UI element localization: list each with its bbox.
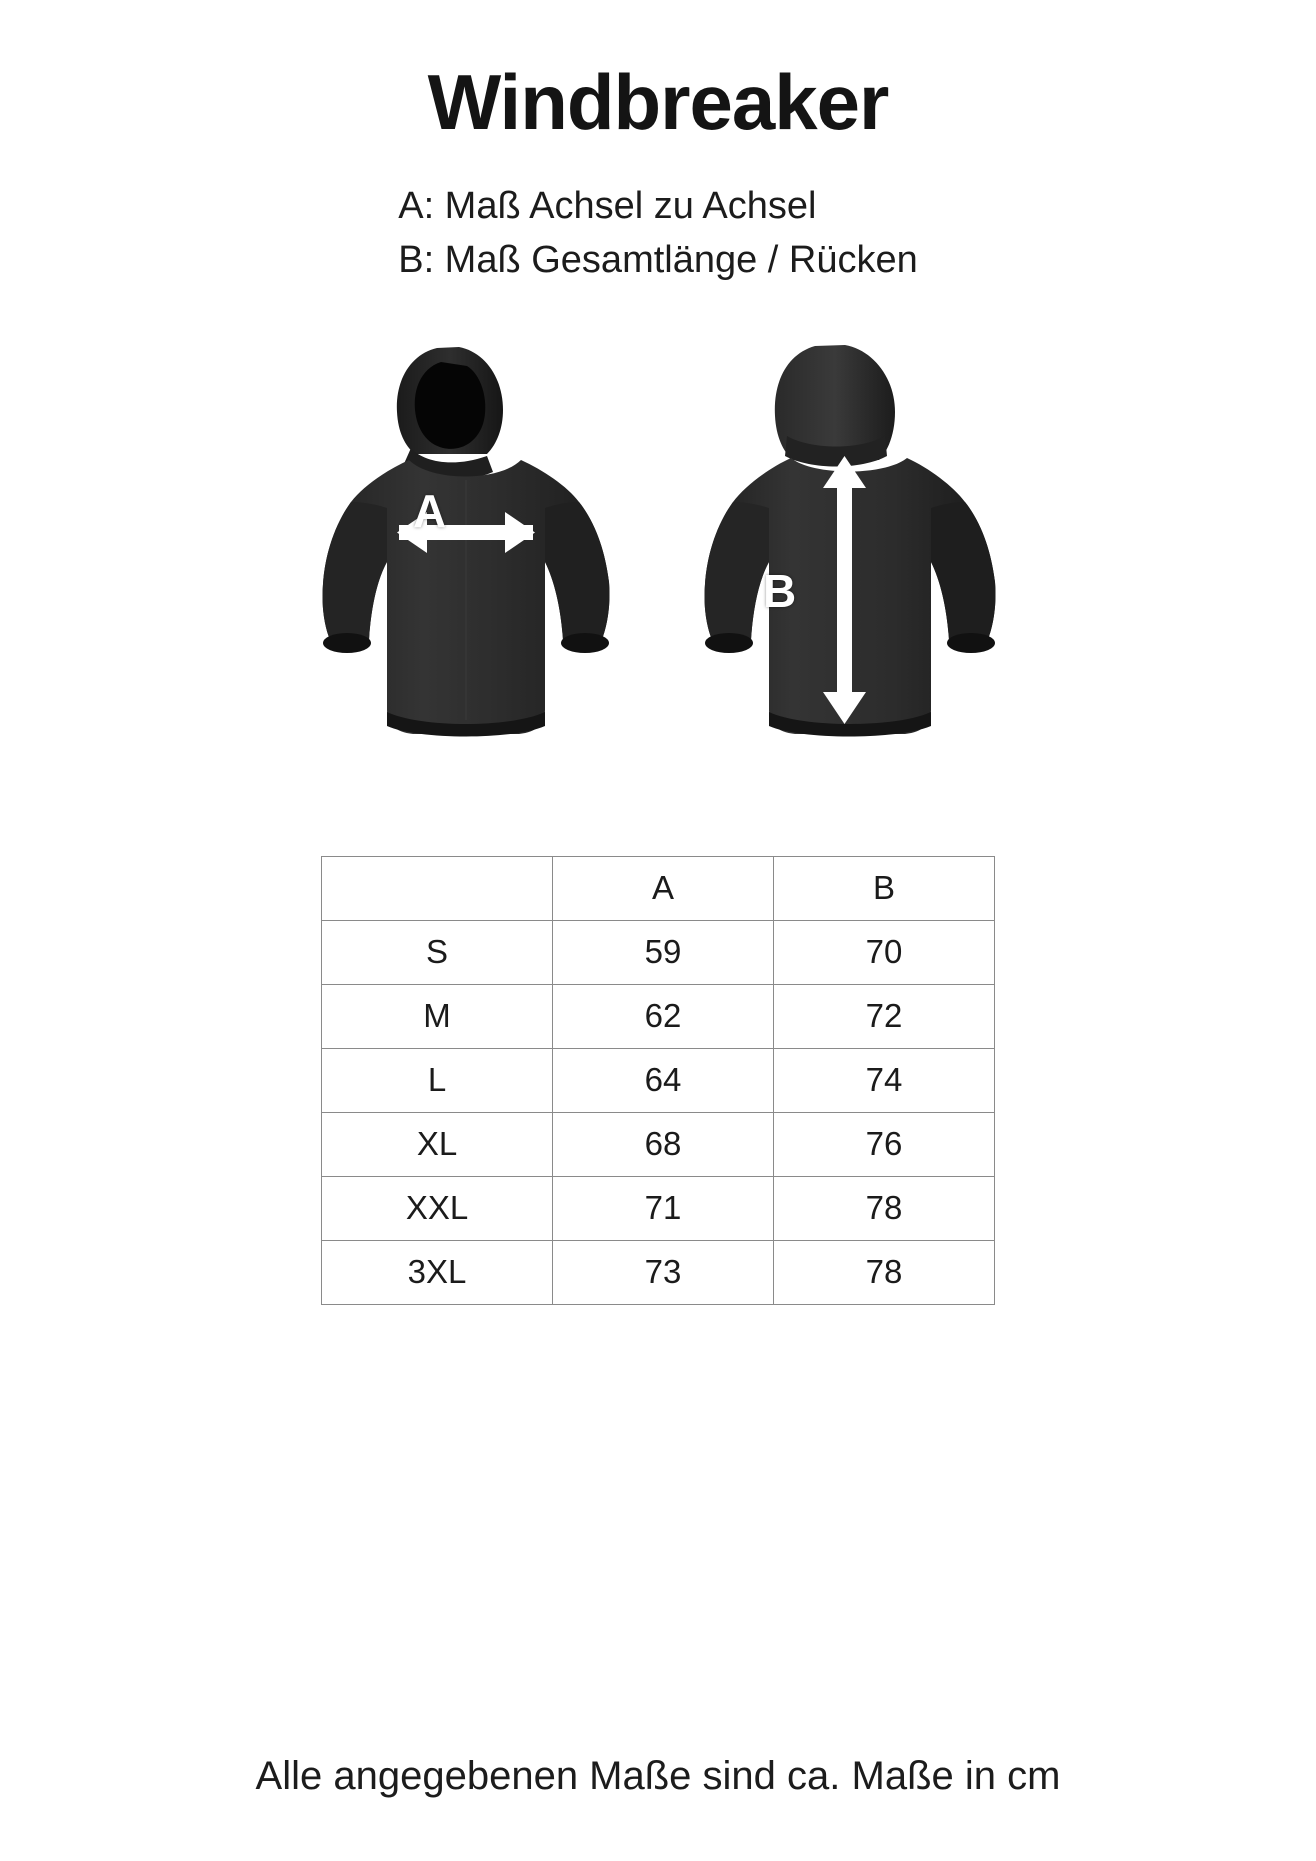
jacket-illustrations [268,340,1048,770]
page-title: Windbreaker [427,58,889,146]
legend-line-b: B: Maß Gesamtlänge / Rücken [398,238,918,281]
table-header-b: B [774,856,995,920]
cell-size: 3XL [322,1240,553,1304]
windbreaker-front-icon [291,340,641,770]
table-row [322,1240,995,1304]
table-header-a: A [553,856,774,920]
table-row [322,1048,995,1112]
cell-b: 72 [774,984,995,1048]
jacket-front-illustration [291,340,641,770]
cell-size: S [322,920,553,984]
table-row [322,1176,995,1240]
cell-size: M [322,984,553,1048]
cell-size: XXL [322,1176,553,1240]
cell-b: 76 [774,1112,995,1176]
cell-size: L [322,1048,553,1112]
table-row [322,920,995,984]
cell-a: 71 [553,1176,774,1240]
footer-note: Alle angegebenen Maße sind ca. Maße in cm [255,1754,1061,1798]
cell-a: 59 [553,920,774,984]
table-header-size [322,856,553,920]
measurement-legend [398,180,918,288]
cell-a: 68 [553,1112,774,1176]
arrow-b-label: B [763,564,797,617]
size-table [321,856,995,1305]
cell-b: 78 [774,1176,995,1240]
cell-a: 62 [553,984,774,1048]
cell-a: 73 [553,1240,774,1304]
cell-b: 78 [774,1240,995,1304]
jacket-back-illustration [675,340,1025,770]
legend-line-a: A: Maß Achsel zu Achsel [398,184,817,227]
arrow-a-label: A [413,484,447,537]
windbreaker-back-icon [675,340,1025,770]
table-header-row [322,856,995,920]
cell-b: 70 [774,920,995,984]
table-row [322,1112,995,1176]
cell-a: 64 [553,1048,774,1112]
cell-b: 74 [774,1048,995,1112]
cell-size: XL [322,1112,553,1176]
table-row [322,984,995,1048]
